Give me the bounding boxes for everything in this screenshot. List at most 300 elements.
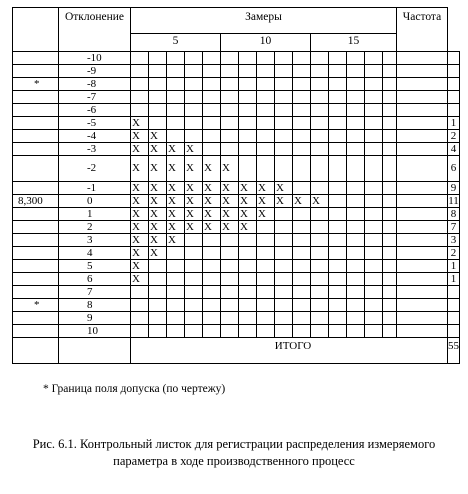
tally-cell	[383, 78, 397, 91]
tally-cell	[203, 260, 221, 273]
tally-cell	[167, 78, 185, 91]
tally-cell	[365, 325, 383, 338]
tally-cell	[365, 260, 383, 273]
tally-cell	[167, 299, 185, 312]
tally-cell	[257, 247, 275, 260]
tally-cell: X	[203, 195, 221, 208]
tally-cell	[275, 325, 293, 338]
spacer-cell	[397, 299, 448, 312]
tally-cell	[239, 104, 257, 117]
tally-cell: X	[203, 208, 221, 221]
row-note	[13, 260, 59, 273]
tally-cell	[347, 273, 365, 286]
tally-cell	[383, 208, 397, 221]
table-row	[13, 325, 460, 338]
tally-cell	[149, 91, 167, 104]
tally-cell	[311, 247, 329, 260]
tally-cell	[293, 260, 311, 273]
tally-cell	[221, 286, 239, 299]
spacer-cell	[397, 156, 448, 182]
spacer-cell	[397, 273, 448, 286]
tally-cell	[185, 325, 203, 338]
tally-cell	[329, 117, 347, 130]
tally-cell	[221, 78, 239, 91]
row-note: *	[13, 299, 59, 312]
tally-cell: X	[239, 182, 257, 195]
tally-cell	[365, 221, 383, 234]
tally-cell	[203, 117, 221, 130]
tally-cell	[257, 78, 275, 91]
tally-cell	[221, 130, 239, 143]
tally-cell	[203, 286, 221, 299]
tally-cell	[203, 78, 221, 91]
tally-cell	[275, 234, 293, 247]
tally-cell	[293, 286, 311, 299]
row-frequency: 8	[448, 208, 460, 221]
spacer-cell	[397, 78, 448, 91]
table-row	[13, 195, 460, 208]
spacer-cell	[397, 221, 448, 234]
tally-cell	[257, 221, 275, 234]
tally-cell	[365, 130, 383, 143]
tally-cell	[203, 91, 221, 104]
tally-cell: X	[221, 208, 239, 221]
tally-cell	[329, 130, 347, 143]
tally-cell	[311, 260, 329, 273]
tally-cell	[257, 312, 275, 325]
tally-cell	[185, 234, 203, 247]
row-note	[13, 143, 59, 156]
tally-cell	[185, 130, 203, 143]
tally-cell	[257, 130, 275, 143]
row-note	[13, 182, 59, 195]
tally-cell	[275, 52, 293, 65]
tally-cell	[347, 130, 365, 143]
tally-cell: X	[167, 195, 185, 208]
tally-cell	[203, 234, 221, 247]
tally-cell	[239, 91, 257, 104]
tally-cell	[275, 78, 293, 91]
tally-cell	[221, 299, 239, 312]
tally-cell	[221, 312, 239, 325]
tally-cell	[131, 286, 149, 299]
table-row	[13, 91, 460, 104]
row-frequency	[448, 325, 460, 338]
tally-cell: X	[131, 234, 149, 247]
tally-cell	[383, 299, 397, 312]
tally-cell	[365, 208, 383, 221]
row-note	[13, 130, 59, 143]
row-note	[13, 52, 59, 65]
row-frequency: 3	[448, 234, 460, 247]
spacer-cell	[397, 143, 448, 156]
row-note	[13, 156, 59, 182]
row-deviation: -4	[59, 130, 131, 143]
tally-cell	[311, 143, 329, 156]
tally-cell	[365, 247, 383, 260]
tally-cell: X	[149, 221, 167, 234]
tally-cell	[383, 325, 397, 338]
spacer-cell	[397, 312, 448, 325]
total-value: 55	[448, 338, 460, 364]
tally-cell	[185, 117, 203, 130]
tally-cell	[329, 195, 347, 208]
tally-cell	[329, 78, 347, 91]
row-frequency: 1	[448, 273, 460, 286]
tally-cell	[257, 143, 275, 156]
scale-mark-5: 5	[131, 34, 221, 52]
tally-cell	[221, 65, 239, 78]
row-note	[13, 273, 59, 286]
tally-cell	[311, 325, 329, 338]
tally-cell: X	[221, 195, 239, 208]
row-frequency	[448, 104, 460, 117]
check-sheet-table	[12, 7, 460, 364]
tally-cell	[149, 78, 167, 91]
row-deviation: 3	[59, 234, 131, 247]
row-note: 8,300	[13, 195, 59, 208]
tally-cell	[239, 325, 257, 338]
tally-cell: X	[149, 130, 167, 143]
tally-cell	[329, 156, 347, 182]
tally-cell	[239, 143, 257, 156]
tally-cell	[239, 247, 257, 260]
tally-cell	[383, 52, 397, 65]
tally-cell	[149, 312, 167, 325]
tally-cell: X	[221, 221, 239, 234]
row-frequency	[448, 91, 460, 104]
tally-cell	[257, 91, 275, 104]
row-deviation: -7	[59, 91, 131, 104]
tally-cell	[293, 208, 311, 221]
tally-cell	[329, 325, 347, 338]
table-row	[13, 117, 460, 130]
tally-cell	[311, 299, 329, 312]
table-row	[13, 260, 460, 273]
tally-cell	[383, 273, 397, 286]
tally-cell	[221, 143, 239, 156]
tally-cell	[239, 273, 257, 286]
tally-cell	[203, 247, 221, 260]
tally-cell	[347, 78, 365, 91]
tally-cell	[329, 299, 347, 312]
tally-cell	[203, 299, 221, 312]
tally-cell	[185, 299, 203, 312]
row-frequency: 4	[448, 143, 460, 156]
row-frequency	[448, 78, 460, 91]
table-row	[13, 78, 460, 91]
row-deviation: 9	[59, 312, 131, 325]
tally-cell	[347, 195, 365, 208]
tally-cell	[167, 325, 185, 338]
table-row	[13, 221, 460, 234]
tally-cell	[365, 234, 383, 247]
tally-cell	[365, 91, 383, 104]
tally-cell	[221, 234, 239, 247]
tally-cell	[149, 286, 167, 299]
tally-cell	[167, 52, 185, 65]
tally-cell	[185, 247, 203, 260]
tally-cell	[167, 312, 185, 325]
tally-cell	[221, 325, 239, 338]
note-column-header	[13, 8, 59, 52]
tally-cell: X	[167, 182, 185, 195]
tally-cell	[347, 65, 365, 78]
tally-cell	[149, 273, 167, 286]
tally-cell	[365, 117, 383, 130]
tally-cell	[383, 130, 397, 143]
row-deviation: -6	[59, 104, 131, 117]
tally-cell: X	[203, 182, 221, 195]
tally-cell	[293, 221, 311, 234]
tally-cell	[383, 247, 397, 260]
tally-cell	[239, 299, 257, 312]
tally-cell	[185, 286, 203, 299]
tally-cell	[167, 130, 185, 143]
tally-cell	[293, 143, 311, 156]
tally-cell	[185, 260, 203, 273]
tally-cell	[131, 299, 149, 312]
total-label: ИТОГО	[131, 338, 448, 364]
row-deviation: 4	[59, 247, 131, 260]
tally-cell	[383, 156, 397, 182]
tally-cell: X	[131, 130, 149, 143]
tally-cell: X	[185, 156, 203, 182]
table-row	[13, 299, 460, 312]
tally-cell	[275, 143, 293, 156]
row-frequency	[448, 65, 460, 78]
tally-cell	[131, 312, 149, 325]
spacer-cell	[397, 247, 448, 260]
tally-cell: X	[149, 182, 167, 195]
tally-cell	[347, 247, 365, 260]
row-deviation: -2	[59, 156, 131, 182]
tally-cell: X	[149, 143, 167, 156]
tally-cell	[311, 91, 329, 104]
row-note	[13, 104, 59, 117]
footnote: * Граница поля допуска (по чертежу)	[43, 383, 226, 395]
tally-cell	[293, 52, 311, 65]
tally-cell	[311, 234, 329, 247]
tally-cell	[221, 91, 239, 104]
row-deviation: 2	[59, 221, 131, 234]
tally-cell	[311, 156, 329, 182]
tally-cell	[347, 104, 365, 117]
tally-cell: X	[167, 221, 185, 234]
tally-cell	[239, 117, 257, 130]
tally-cell	[365, 286, 383, 299]
tally-cell	[293, 273, 311, 286]
tally-cell	[311, 78, 329, 91]
tally-cell	[311, 182, 329, 195]
tally-cell: X	[149, 247, 167, 260]
tally-cell	[347, 156, 365, 182]
row-deviation: -9	[59, 65, 131, 78]
tally-cell: X	[131, 143, 149, 156]
tally-cell	[311, 104, 329, 117]
tally-cell	[149, 325, 167, 338]
row-deviation: -3	[59, 143, 131, 156]
tally-cell	[131, 91, 149, 104]
row-note	[13, 234, 59, 247]
tally-cell: X	[203, 156, 221, 182]
tally-cell	[131, 78, 149, 91]
tally-cell	[383, 286, 397, 299]
frequency-header: Частота	[397, 8, 448, 52]
tally-cell	[131, 325, 149, 338]
tally-cell	[257, 104, 275, 117]
tally-cell	[293, 78, 311, 91]
row-deviation: -5	[59, 117, 131, 130]
tally-cell	[311, 208, 329, 221]
tally-cell	[383, 91, 397, 104]
tally-cell	[365, 143, 383, 156]
row-deviation: 1	[59, 208, 131, 221]
tally-cell	[347, 117, 365, 130]
table-row	[13, 247, 460, 260]
tally-cell: X	[239, 195, 257, 208]
tally-cell	[257, 234, 275, 247]
tally-cell	[329, 91, 347, 104]
tally-cell: X	[239, 208, 257, 221]
row-note	[13, 286, 59, 299]
tally-cell	[257, 117, 275, 130]
row-frequency: 6	[448, 156, 460, 182]
tally-cell	[347, 52, 365, 65]
row-note: *	[13, 78, 59, 91]
tally-cell	[293, 299, 311, 312]
tally-cell	[383, 117, 397, 130]
row-note	[13, 312, 59, 325]
tally-cell	[365, 78, 383, 91]
table-row	[13, 234, 460, 247]
tally-cell	[167, 286, 185, 299]
tally-cell	[275, 130, 293, 143]
tally-cell: X	[167, 143, 185, 156]
spacer-cell	[397, 208, 448, 221]
tally-cell: X	[131, 117, 149, 130]
figure-caption	[0, 436, 468, 470]
tally-cell	[221, 273, 239, 286]
row-frequency: 1	[448, 117, 460, 130]
scale-mark-10: 10	[221, 34, 311, 52]
tally-cell	[239, 260, 257, 273]
tally-cell	[149, 117, 167, 130]
total-note-cell	[13, 338, 59, 364]
tally-cell	[293, 247, 311, 260]
tally-cell	[275, 91, 293, 104]
spacer-cell	[397, 117, 448, 130]
caption-line-2: параметра в ходе производственного процесс	[113, 454, 355, 468]
tally-cell	[293, 156, 311, 182]
tally-cell	[275, 156, 293, 182]
row-frequency	[448, 286, 460, 299]
tally-cell	[311, 52, 329, 65]
tally-cell: X	[167, 208, 185, 221]
row-deviation: 10	[59, 325, 131, 338]
row-deviation: 0	[59, 195, 131, 208]
table-row	[13, 312, 460, 325]
tally-cell	[347, 312, 365, 325]
row-frequency	[448, 52, 460, 65]
table-row	[13, 130, 460, 143]
tally-cell	[311, 117, 329, 130]
tally-cell	[185, 65, 203, 78]
tally-cell	[293, 65, 311, 78]
table-row	[13, 182, 460, 195]
tally-cell	[203, 130, 221, 143]
table-row	[13, 104, 460, 117]
tally-cell	[221, 260, 239, 273]
spacer-cell	[397, 325, 448, 338]
tally-cell	[383, 260, 397, 273]
tally-cell	[347, 325, 365, 338]
row-deviation: 8	[59, 299, 131, 312]
tally-cell	[203, 104, 221, 117]
tally-cell: X	[239, 221, 257, 234]
row-deviation: -1	[59, 182, 131, 195]
tally-cell	[329, 221, 347, 234]
spacer-cell	[397, 91, 448, 104]
tally-cell	[311, 273, 329, 286]
table-row	[13, 143, 460, 156]
tally-cell	[275, 299, 293, 312]
tally-cell	[365, 156, 383, 182]
tally-cell	[329, 286, 347, 299]
tally-cell	[257, 273, 275, 286]
scale-mark-15: 15	[311, 34, 397, 52]
tally-cell	[275, 273, 293, 286]
tally-cell	[167, 104, 185, 117]
tally-cell	[329, 104, 347, 117]
row-deviation: 5	[59, 260, 131, 273]
tally-cell	[239, 156, 257, 182]
tally-cell	[347, 299, 365, 312]
tally-cell	[383, 312, 397, 325]
tally-cell: X	[131, 195, 149, 208]
tally-cell	[293, 91, 311, 104]
row-note	[13, 91, 59, 104]
tally-cell	[365, 104, 383, 117]
tally-cell	[383, 143, 397, 156]
tally-cell: X	[149, 208, 167, 221]
tally-cell	[221, 52, 239, 65]
tally-cell: X	[167, 156, 185, 182]
tally-cell	[203, 143, 221, 156]
tally-cell	[167, 247, 185, 260]
tally-cell	[203, 65, 221, 78]
tally-cell	[131, 52, 149, 65]
row-deviation: 7	[59, 286, 131, 299]
tally-cell	[131, 65, 149, 78]
tally-cell	[275, 286, 293, 299]
row-frequency: 2	[448, 130, 460, 143]
spacer-cell	[397, 195, 448, 208]
tally-cell: X	[311, 195, 329, 208]
row-note	[13, 325, 59, 338]
tally-cell	[239, 78, 257, 91]
tally-cell: X	[149, 156, 167, 182]
table-row	[13, 156, 460, 182]
tally-cell	[221, 247, 239, 260]
table-row	[13, 65, 460, 78]
spacer-cell	[397, 104, 448, 117]
tally-cell	[257, 156, 275, 182]
tally-cell	[149, 65, 167, 78]
table-row	[13, 286, 460, 299]
tally-cell: X	[275, 182, 293, 195]
tally-cell	[203, 312, 221, 325]
